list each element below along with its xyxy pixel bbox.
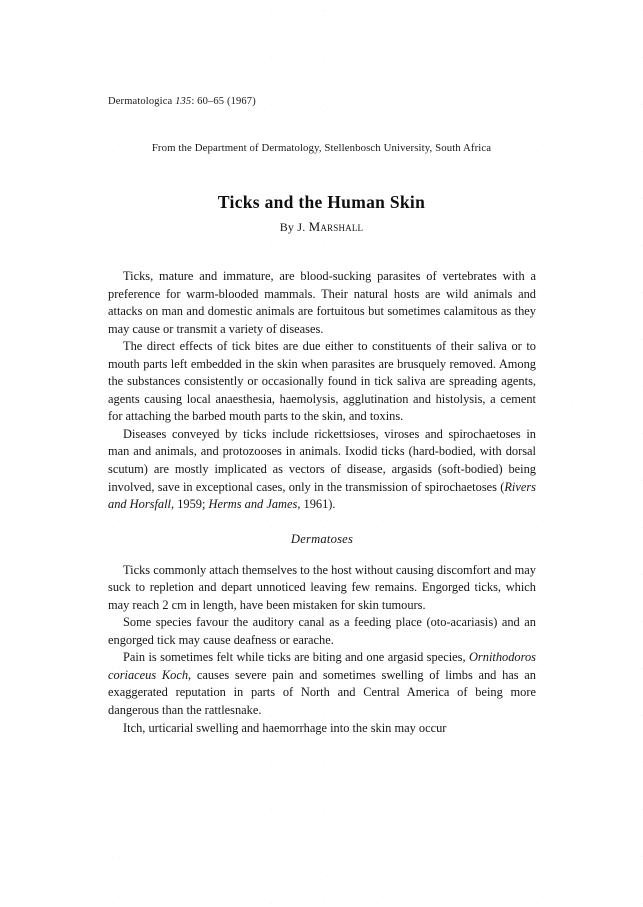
paragraph: The direct effects of tick bites are due either to constituents of their saliva or to mouth parts left embedded in the skin when parasites are brusquely removed. Among the substances consistently or occasionally found in tick saliva are spreading agents, agents causing local anaesthesia, haemolysis, agglutination and histolysis, a cement for attaching the barbed mouth parts to the skin, and toxins.	[108, 339, 536, 424]
paragraph: Ticks commonly attach themselves to the host without causing discomfort and may suck to repletion and depart unnoticed leaving few remains. Engorged ticks, which may reach 2 cm in length, have been mistaken for skin tumours.	[108, 562, 536, 612]
citation-reference: Rivers and Horsfall	[108, 479, 536, 512]
paragraph-text: , causes severe pain and sometimes swelling of limbs and has an exaggerated reputation in parts of North and Central America of being more dangerous than the rattlesnake.	[108, 667, 536, 718]
article-title: Ticks and the Human Skin	[217, 191, 426, 212]
journal-volume: 135	[175, 96, 192, 107]
paragraph: Ticks, mature and immature, are blood-sucking parasites of vertebrates with a preference for warm-blooded mammals. Their natural hosts are wild animals and attacks on man and domestic animals are fortuitous but sometimes calamitous as they may cause or transmit a variety of diseases.	[108, 269, 536, 336]
byline-prefix: By J.	[279, 220, 309, 234]
journal-pages: : 60–65 (1967)	[191, 96, 256, 107]
byline-author: Marshall	[308, 219, 364, 234]
paragraph: Itch, urticarial swelling and haemorrhage into the skin may occur	[123, 720, 447, 735]
citation-reference: Herms and James	[208, 497, 298, 512]
paragraph-text: , 1959;	[171, 497, 209, 512]
paragraph-text: Diseases conveyed by ticks include rickettsioses, viroses and spirochaetoses in man and animals, and protozooses in animals. Ixodid ticks (hard-bodied, with dorsal scutum) are mostly implicated as vectors of disease, argasids (soft-bodied) being involved, save in exceptional cases, only in the transmission of spirochaetoses (	[108, 426, 536, 494]
paragraph	[108, 426, 536, 514]
species-name: Ornithodoros coriaceus Koch	[108, 650, 536, 682]
paragraph-text: , 1961).	[297, 497, 336, 512]
paragraph-text: Pain is sometimes felt while ticks are biting and one argasid species,	[123, 650, 469, 665]
paragraph: Some species favour the auditory canal as a feeding place (oto-acariasis) and an engorged tick may cause deafness or earache.	[108, 615, 536, 647]
journal-name: Dermatologica	[108, 96, 173, 107]
affiliation-line: From the Department of Dermatology, Stellenbosch University, South Africa	[151, 142, 492, 154]
article-byline	[0, 219, 643, 235]
journal-reference-line	[108, 96, 256, 107]
paragraph	[108, 649, 536, 719]
section-heading: Dermatoses	[290, 531, 354, 546]
article-body	[108, 268, 536, 737]
